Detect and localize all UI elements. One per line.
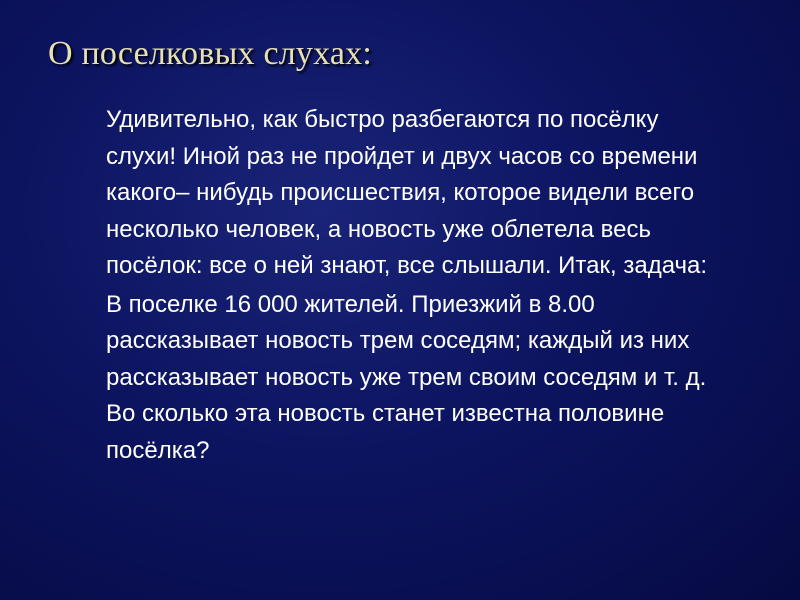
text-line: В поселке 16 000 жителей. Приезжий в 8.00: [106, 290, 595, 318]
text-line: посёлка?: [106, 436, 210, 464]
text-line: несколько человек, а новость уже облетела весь: [106, 215, 651, 243]
text-line: Во сколько эта новость станет известна половине: [106, 400, 665, 427]
intro-paragraph: [72, 102, 772, 285]
text-line: Удивительно, как быстро разбегаются по посёлку: [106, 106, 659, 133]
slide-body: [72, 102, 772, 469]
text-line: посёлок: все о ней знают, все слышали. Итак, задача:: [106, 252, 708, 279]
text-line: рассказывает новость трем соседям; каждый из них: [106, 327, 690, 354]
text-line: слухи! Иной раз не пройдет и двух часов со времени: [106, 142, 698, 170]
problem-paragraph: [72, 287, 772, 470]
slide-title: О поселковых слухах:: [48, 35, 372, 72]
text-line: какого– нибудь происшествия, которое видели всего: [106, 179, 695, 206]
text-line: рассказывает новость уже трем своим соседям и т. д.: [106, 363, 707, 391]
